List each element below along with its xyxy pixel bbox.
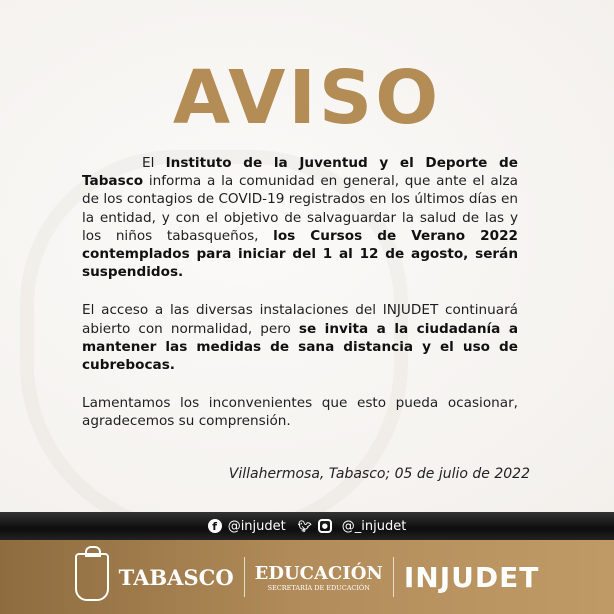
institute-name: Instituto de la Juventud y el Deporte de Tabasco <box>82 155 519 190</box>
text: Lamentamos los inconvenientes que esto pueda ocasionar, agradecemos su comprensión. <box>82 395 518 430</box>
divider <box>244 557 245 597</box>
tabasco-logo: TABASCO <box>118 564 234 590</box>
health-measures: se invita a la ciudadanía a mantener las medidas de sana distancia y el uso de cubrebocas. <box>82 320 518 374</box>
suspension-notice: los Cursos de Verano 2022 contemplados para iniciar del 1 al 12 de agosto, serán suspendidos. <box>82 227 518 281</box>
educacion-title: EDUCACIÓN <box>254 562 383 584</box>
notice-body <box>82 154 518 451</box>
twitter-instagram-handle: @_injudet <box>341 518 407 534</box>
footer-logos <box>0 540 614 614</box>
instagram-icon: ● <box>318 519 332 533</box>
facebook-icon: f <box>208 519 222 533</box>
facebook-handle: @injudet <box>227 518 286 534</box>
twitter-icon: 🐦︎ <box>297 519 312 533</box>
text: El <box>142 155 166 171</box>
social-bar <box>0 512 614 540</box>
date-line: Villahermosa, Tabasco; 05 de julio de 2022 <box>228 466 530 482</box>
paragraph-2 <box>82 301 518 374</box>
text: El acceso a las diversas instalaciones del INJUDET continuará abierto con normalidad, pero <box>82 302 518 337</box>
educacion-logo <box>255 563 383 592</box>
injudet-logo: INJUDET <box>403 560 540 594</box>
tabasco-shield-icon <box>75 553 109 601</box>
divider <box>393 557 394 597</box>
paragraph-1 <box>82 154 518 281</box>
notice-title: AVISO <box>172 55 442 141</box>
paragraph-3 <box>82 394 518 430</box>
text: informa a la comunidad en general, que ante el alza de los contagios de COVID-19 registrados en los últimos días en la entidad, y con el objetivo de salvaguardar la salud de las y los niños tabasqueños, <box>82 173 518 244</box>
educacion-subtitle: SECRETARÍA DE EDUCACIÓN <box>267 583 370 592</box>
